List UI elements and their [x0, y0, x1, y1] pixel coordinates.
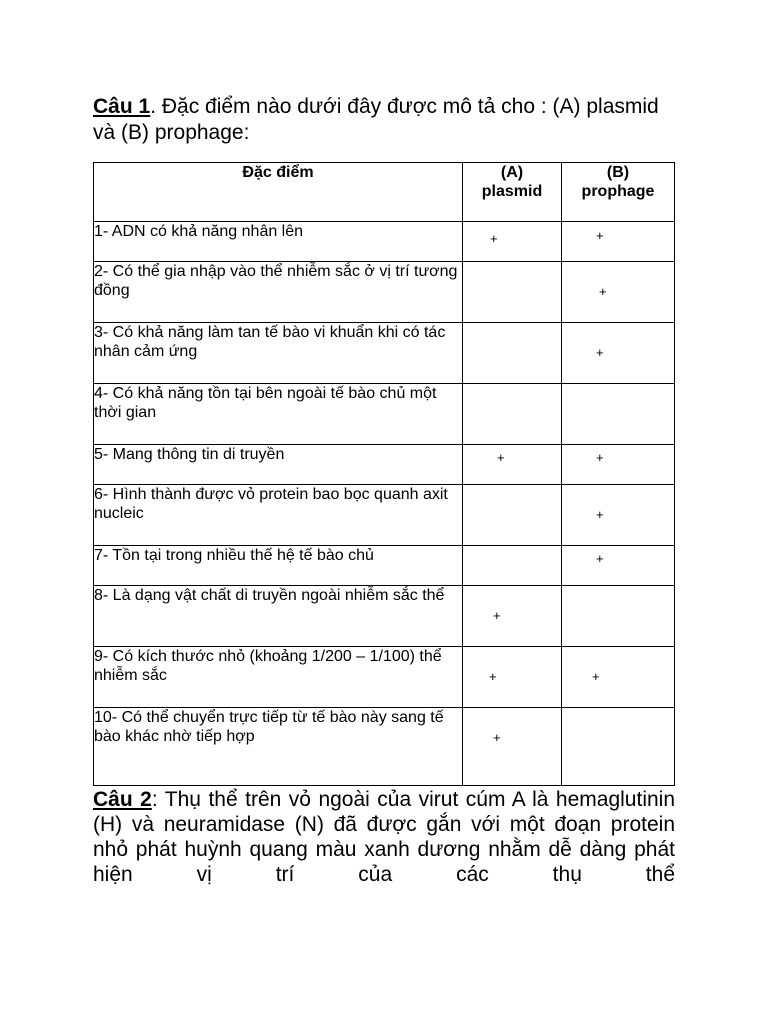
prophage-cell	[562, 485, 675, 546]
plasmid-cell	[463, 262, 562, 323]
header-plasmid-label-2: plasmid	[481, 183, 543, 200]
plus-mark: +	[493, 730, 501, 745]
header-feature: Đặc điểm	[94, 163, 463, 222]
header-prophage	[562, 163, 675, 222]
header-plasmid	[463, 163, 562, 222]
table-header-row	[94, 163, 675, 222]
question-2	[93, 787, 675, 887]
plasmid-cell	[463, 546, 562, 586]
plasmid-cell	[463, 485, 562, 546]
prophage-cell	[562, 546, 675, 586]
question-2-text: : Thụ thể trên vỏ ngoài của virut cúm A là hemaglutinin (H) và neuramidase (N) đã được gắn với một đoạn protein nhỏ phát huỳnh quang màu xanh dương nhằm dễ dàng phát hiện vị trí của các thụ thể	[93, 788, 676, 886]
plasmid-cell	[463, 708, 562, 786]
question-2-label: Câu 2	[93, 788, 152, 811]
prophage-cell	[562, 222, 675, 262]
plus-mark: +	[596, 228, 604, 243]
question-1	[93, 94, 675, 146]
prophage-cell	[562, 262, 675, 323]
feature-cell: 1- ADN có khả năng nhân lên	[94, 222, 463, 262]
plus-mark: +	[493, 608, 501, 623]
feature-cell: 10- Có thể chuyển trực tiếp từ tế bào này sang tế bào khác nhờ tiếp hợp	[94, 708, 463, 786]
plasmid-cell	[463, 323, 562, 384]
feature-cell: 5- Mang thông tin di truyền	[94, 445, 463, 485]
table-row	[94, 586, 675, 647]
prophage-cell	[562, 708, 675, 786]
table-row	[94, 708, 675, 786]
table-row	[94, 485, 675, 546]
table-row	[94, 262, 675, 323]
plus-mark: +	[592, 669, 600, 684]
plus-mark: +	[596, 507, 604, 522]
prophage-cell	[562, 647, 675, 708]
feature-cell: 7- Tồn tại trong nhiều thế hệ tế bào chủ	[94, 546, 463, 586]
question-1-text: . Đặc điểm nào dưới đây được mô tả cho : (A) plasmid và (B) prophage:	[93, 95, 659, 144]
plus-mark: +	[596, 450, 604, 465]
feature-cell: 8- Là dạng vật chất di truyền ngoài nhiễm sắc thể	[94, 586, 463, 647]
feature-cell: 9- Có kích thước nhỏ (khoảng 1/200 – 1/100) thể nhiễm sắc	[94, 647, 463, 708]
header-prophage-label-2: prophage	[581, 183, 655, 200]
plasmid-cell	[463, 586, 562, 647]
table-row	[94, 222, 675, 262]
header-plasmid-label-1: (A)	[500, 164, 524, 181]
prophage-cell	[562, 384, 675, 445]
prophage-cell	[562, 445, 675, 485]
table-row	[94, 546, 675, 586]
plus-mark: +	[596, 345, 604, 360]
feature-cell: 6- Hình thành được vỏ protein bao bọc quanh axit nucleic	[94, 485, 463, 546]
table-row	[94, 445, 675, 485]
table-row	[94, 647, 675, 708]
plasmid-cell	[463, 384, 562, 445]
feature-cell: 4- Có khả năng tồn tại bên ngoài tế bào chủ một thời gian	[94, 384, 463, 445]
plus-mark: +	[489, 669, 497, 684]
question-1-label: Câu 1	[93, 95, 151, 118]
plus-mark: +	[596, 551, 604, 566]
prophage-cell	[562, 323, 675, 384]
table-row	[94, 323, 675, 384]
plus-mark: +	[599, 284, 607, 299]
prophage-cell	[562, 586, 675, 647]
feature-cell: 2- Có thể gia nhập vào thể nhiễm sắc ở vị trí tương đồng	[94, 262, 463, 323]
plus-mark: +	[490, 231, 498, 246]
table-row	[94, 384, 675, 445]
plus-mark: +	[497, 450, 505, 465]
feature-cell: 3- Có khả năng làm tan tế bào vi khuẩn khi có tác nhân cảm ứng	[94, 323, 463, 384]
header-prophage-label-1: (B)	[606, 164, 630, 181]
plasmid-cell	[463, 647, 562, 708]
plasmid-cell	[463, 222, 562, 262]
feature-table	[93, 162, 675, 786]
plasmid-cell	[463, 445, 562, 485]
